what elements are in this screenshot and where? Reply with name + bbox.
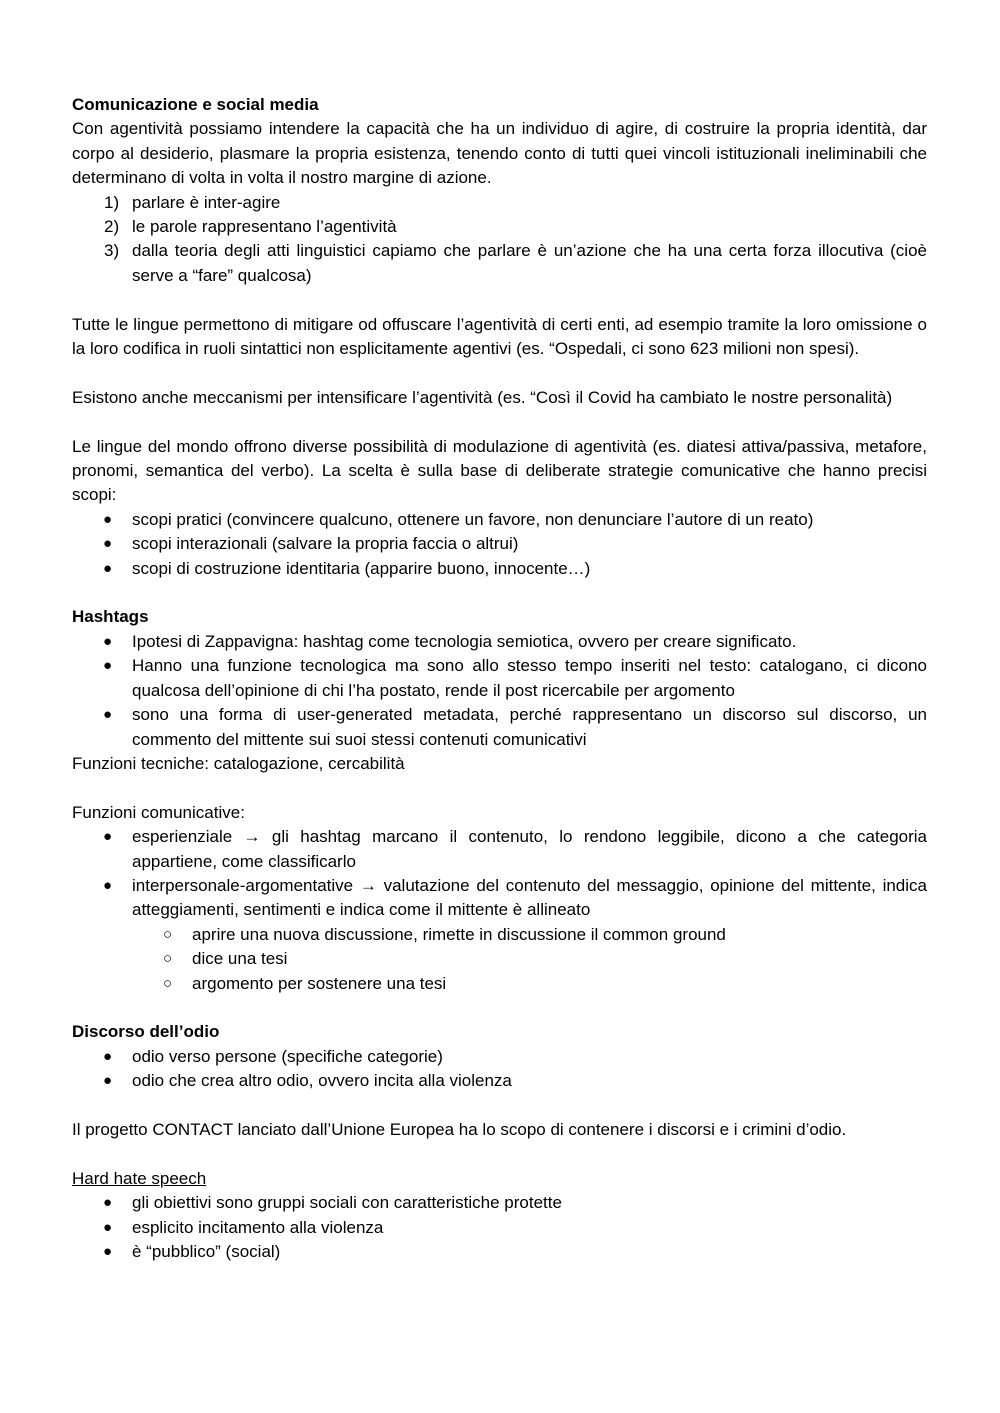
list-item-text: Hanno una funzione tecnologica ma sono allo stesso tempo inseriti nel testo: catalogano, ci dicono qualcosa dell’opinione di chi l’ha postato, rende il post ricercabile per argomento [132, 656, 927, 700]
list-item-text: Ipotesi di Zappavigna: hashtag come tecnologia semiotica, ovvero per creare significato. [132, 631, 797, 651]
paragraph-contact: Il progetto CONTACT lanciato dall’Unione Europea ha lo scopo di contenere i discorsi e i crimini d’odio. [72, 1119, 847, 1139]
spacer [72, 361, 927, 385]
numbered-list [72, 191, 927, 289]
spacer [72, 410, 927, 434]
paragraph-agentivita: Con agentività possiamo intendere la capacità che ha un individuo di agire, di costruire la propria identità, dar corpo al desiderio, plasmare la propria esistenza, tenendo conto di tutti quei vincoli istituzionali ineliminabili che determinano di volta in volta il nostro margine di azione. [72, 119, 927, 188]
list-item [72, 630, 927, 654]
paragraph-mitigare: Tutte le lingue permettono di mitigare od offuscare l’agentività di certi enti, ad esempio tramite la loro omissione o la loro codifica in ruoli sintattici non esplicitamente agentivi (es. “Ospedali, ci sono 623 milioni non spesi). [72, 314, 927, 359]
list-item [72, 1045, 927, 1069]
bullet-icon: ● [103, 632, 113, 650]
list-item [72, 1191, 927, 1215]
list-item-text: argomento per sostenere una tesi [192, 973, 447, 993]
paragraph-modulazione: Le lingue del mondo offrono diverse possibilità di modulazione di agentività (es. diatesi attiva/passiva, metafore, pronomi, semantica del verbo). La scelta è sulla base di deliberate strategie comunicative che hanno precisi scopi: [72, 436, 927, 505]
list-item [72, 947, 927, 971]
odio-list [72, 1045, 927, 1094]
spacer [72, 581, 927, 605]
paragraph-intensificare: Esistono anche meccanismi per intensificare l’agentività (es. “Così il Covid ha cambiato le nostre personalità) [72, 387, 893, 407]
list-item [72, 191, 927, 215]
list-item [72, 532, 927, 556]
list-item [72, 703, 927, 752]
hard-hate-list [72, 1191, 927, 1264]
list-item-text: interpersonale-argomentative → valutazione del contenuto del messaggio, opinione del mittente, indica atteggiamenti, sentimenti e indica come il mittente è allineato [132, 875, 927, 920]
list-item-text: odio che crea altro odio, ovvero incita alla violenza [132, 1071, 512, 1091]
paragraph-funzioni-comunicative: Funzioni comunicative: [72, 802, 245, 822]
heading-hashtags: Hashtags [72, 607, 149, 627]
paragraph-funzioni-tecniche: Funzioni tecniche: catalogazione, cercabilità [72, 753, 405, 773]
bullet-icon: ● [103, 1218, 113, 1236]
list-item-text: dalla teoria degli atti linguistici capiamo che parlare è un’azione che ha una certa forza illocutiva (cioè serve a “fare” qualcosa) [132, 241, 927, 285]
list-number: 3) [104, 241, 120, 261]
hashtags-list [72, 630, 927, 752]
heading-hard-hate-speech: Hard hate speech [72, 1168, 207, 1188]
funzioni-list [72, 825, 927, 923]
list-item-text: esplicito incitamento alla violenza [132, 1217, 384, 1237]
list-item [72, 1240, 927, 1264]
list-item-text: scopi pratici (convincere qualcuno, ottenere un favore, non denunciare l’autore di un reato) [132, 509, 814, 529]
bullet-icon: ● [103, 1242, 113, 1260]
list-item [72, 239, 927, 288]
list-item [72, 825, 927, 874]
list-item-text: esperienziale → gli hashtag marcano il contenuto, lo rendono leggibile, dicono a che categoria appartiene, come classificarlo [132, 827, 927, 871]
bullet-icon: ● [103, 535, 113, 553]
list-number: 1) [104, 192, 120, 212]
bullet-icon: ● [103, 510, 113, 528]
sub-list [72, 923, 927, 996]
list-item-text: dice una tesi [192, 949, 288, 969]
document-page [72, 93, 927, 1264]
spacer [72, 776, 927, 800]
bullet-icon: ● [103, 657, 113, 675]
circle-bullet-icon: ○ [163, 950, 173, 968]
spacer [72, 996, 927, 1020]
spacer [72, 1142, 927, 1166]
heading-comunicazione: Comunicazione e social media [72, 95, 319, 114]
list-item-text: aprire una nuova discussione, rimette in discussione il common ground [192, 924, 726, 944]
heading-discorso-odio: Discorso dell’odio [72, 1022, 220, 1042]
spacer [72, 1094, 927, 1118]
bullet-icon: ● [103, 1047, 113, 1065]
list-item [72, 557, 927, 581]
circle-bullet-icon: ○ [163, 974, 173, 992]
list-item [72, 215, 927, 239]
list-item-text: le parole rappresentano l’agentività [132, 217, 397, 237]
list-item-text: odio verso persone (specifiche categorie) [132, 1046, 443, 1066]
scopi-list [72, 508, 927, 581]
list-item [72, 972, 927, 996]
list-item-text: gli obiettivi sono gruppi sociali con caratteristiche protette [132, 1193, 562, 1213]
list-item [72, 654, 927, 703]
bullet-icon: ● [103, 706, 113, 724]
list-item-text: è “pubblico” (social) [132, 1241, 281, 1261]
list-item [72, 508, 927, 532]
bullet-icon: ● [103, 828, 113, 846]
spacer [72, 288, 927, 312]
list-number: 2) [104, 217, 120, 237]
list-item-text: scopi di costruzione identitaria (apparire buono, innocente…) [132, 558, 591, 578]
list-item-text: sono una forma di user-generated metadata, perché rappresentano un discorso sul discorso, un commento del mittente sui suoi stessi contenuti comunicativi [132, 705, 927, 749]
list-item [72, 874, 927, 923]
list-item [72, 1069, 927, 1093]
bullet-icon: ● [103, 1072, 113, 1090]
list-item-text: scopi interazionali (salvare la propria faccia o altrui) [132, 534, 519, 554]
bullet-icon: ● [103, 559, 113, 577]
list-item [72, 1216, 927, 1240]
circle-bullet-icon: ○ [163, 925, 173, 943]
bullet-icon: ● [103, 876, 113, 894]
bullet-icon: ● [103, 1194, 113, 1212]
list-item [72, 923, 927, 947]
list-item-text: parlare è inter-agire [132, 192, 281, 212]
